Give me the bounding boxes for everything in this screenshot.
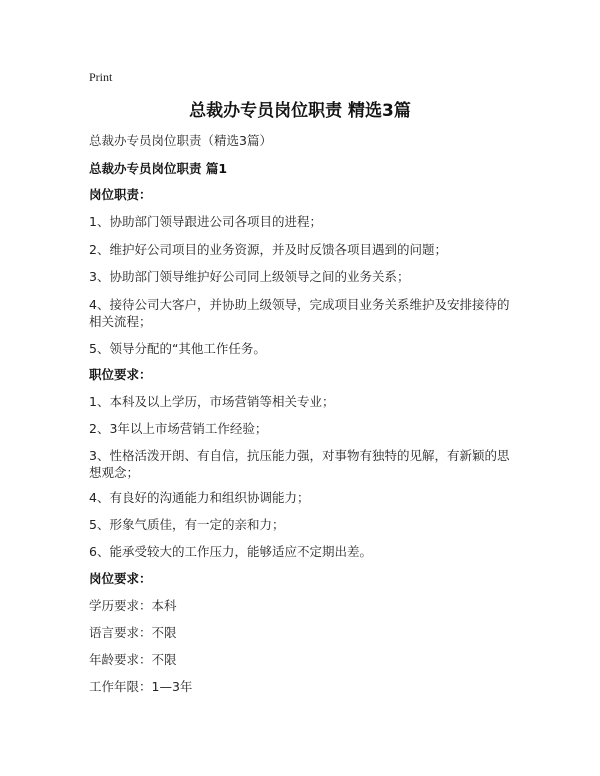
position-requirement-item: 学历要求：本科 [89,598,177,613]
duty-item: 3、协助部门领导维护好公司同上级领导之间的业务关系； [89,269,410,284]
requirement-item: 5、形象气质佳，有一定的亲和力； [89,517,285,532]
requirement-item: 6、能承受较大的工作压力，能够适应不定期出差。 [89,544,372,559]
requirement-item: 4、有良好的沟通能力和组织协调能力； [89,490,310,505]
duty-item: 2、维护好公司项目的业务资源，并及时反馈各项目遇到的问题； [89,242,447,257]
position-requirements-heading: 岗位要求： [89,571,152,586]
duties-heading: 岗位职责： [89,187,152,202]
requirement-item: 1、本科及以上学历，市场营销等相关专业； [89,394,335,409]
requirement-item: 3、性格活泼开朗、有自信，抗压能力强，对事物有独特的见解，有新颖的思想观念； [89,448,510,480]
print-link[interactable]: Print [89,70,113,84]
page-title: 总裁办专员岗位职责 精选3篇 [189,101,411,121]
duty-item: 4、接待公司大客户，并协助上级领导，完成项目业务关系维护及安排接待的相关流程； [89,297,510,329]
section-title: 总裁办专员岗位职责 篇1 [89,161,228,176]
requirements-heading: 职位要求： [89,367,152,382]
position-requirement-item: 语言要求：不限 [89,625,177,640]
requirement-item: 2、3年以上市场营销工作经验； [89,421,268,436]
position-requirement-item: 年龄要求：不限 [89,652,177,667]
duty-item: 5、领导分配的“其他工作任务。 [89,341,266,356]
duty-item: 1、协助部门领导跟进公司各项目的进程； [89,214,322,229]
subtitle: 总裁办专员岗位职责（精选3篇） [89,133,272,148]
position-requirement-item: 工作年限：1—3年 [89,679,193,694]
